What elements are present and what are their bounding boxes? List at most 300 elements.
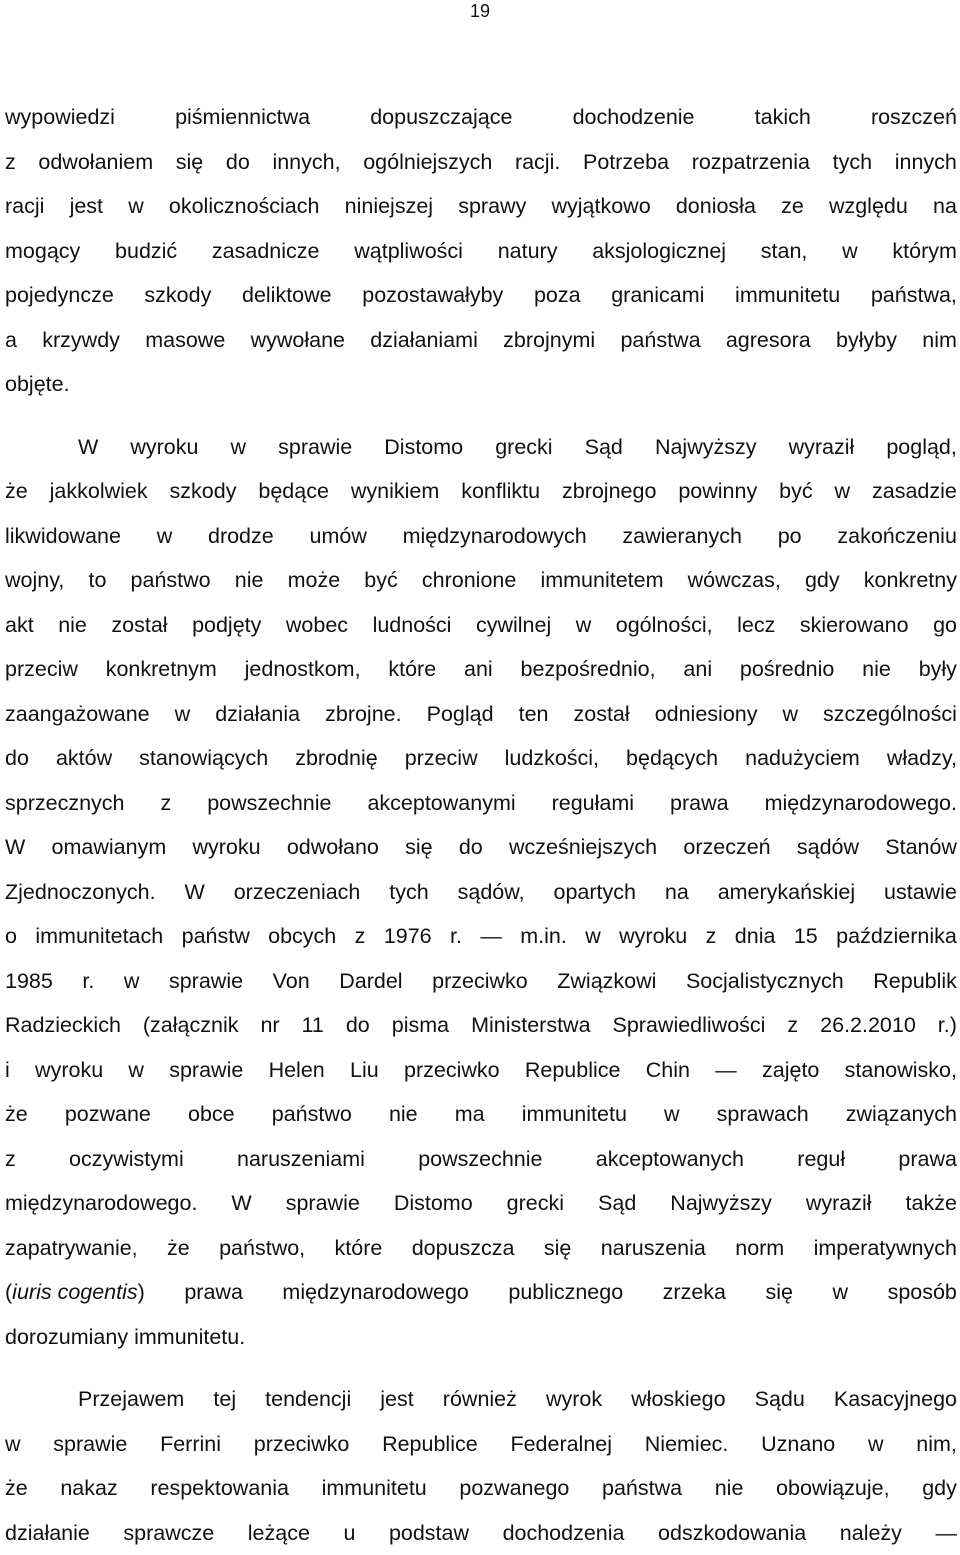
word: i [5,1048,10,1093]
word: aksjologicznej [592,229,726,274]
text-line [5,1003,957,1048]
word: ludzkości, [505,736,599,781]
text-line [5,558,957,603]
word: dorozumiany [5,1315,128,1360]
word: wcześniejszych [509,825,657,870]
text-line [5,603,957,648]
word: — [935,1511,957,1555]
word: działanie [5,1511,90,1555]
word: do [226,140,250,185]
word: ogólniejszych [363,140,492,185]
word: Zjednoczonych. [5,870,156,915]
word: publicznego [508,1270,623,1315]
word: sprawy [458,184,526,229]
word: 15 [794,914,818,959]
word: sprawie [286,1181,360,1226]
word: na [933,184,957,229]
word: ani [464,647,493,692]
word: naruszeniami [237,1137,365,1182]
word: immunitetem [540,558,663,603]
word: państwo, [219,1226,305,1271]
word: będące [258,469,329,514]
word: sposób [888,1270,957,1315]
word: respektowania [150,1466,289,1511]
word: się [176,140,203,185]
paragraph [5,425,957,1360]
word: Potrzeba [583,140,669,185]
word: po [778,514,802,559]
word: do [459,825,483,870]
word: działaniami [370,318,478,363]
word: nr [260,1003,279,1048]
word: Federalnej [510,1422,612,1467]
word: powszechnie [418,1137,542,1182]
word: Von [273,959,310,1004]
word: Niemiec. [645,1422,729,1467]
word: pozwanego [459,1466,569,1511]
word: W [185,870,205,915]
word: immunitetach [35,914,163,959]
word: się [405,825,432,870]
text-line [5,1092,957,1137]
word: obowiązuje, [776,1466,890,1511]
word: piśmiennictwa [175,95,310,140]
word: immunitetu [322,1466,427,1511]
text-line [5,184,957,229]
word: zrzeka [663,1270,726,1315]
word: akceptowanymi [367,781,515,826]
word: akceptowanych [596,1137,744,1182]
word: sprzecznych [5,781,125,826]
word: w [585,914,601,959]
word: międzynarodowych [403,514,587,559]
word: nadużyciem [745,736,860,781]
word: niniejszej [345,184,433,229]
word: może [288,558,341,603]
word: władzy, [887,736,957,781]
word: którym [892,229,957,274]
word: w [157,514,173,559]
word: sprawie [278,425,352,470]
word: obcych [268,914,336,959]
word: zbrojnymi [503,318,595,363]
word: odwołaniem [38,140,153,185]
word: drodze [208,514,274,559]
word: wynikiem [351,469,439,514]
word: międzynarodowego. [765,781,957,826]
word: nim, [916,1422,957,1467]
word: omawianym [52,825,167,870]
word: a [5,318,17,363]
word: chronione [422,558,516,603]
word: względu [829,184,908,229]
word: rozpatrzenia [692,140,810,185]
word: W [78,425,98,470]
word: Liu [350,1048,379,1093]
word: w [868,1422,884,1467]
word: października [836,914,957,959]
word: podjęty [192,603,261,648]
word: r.) [938,1003,957,1048]
word: amerykańskiej [718,870,855,915]
word: gdy [922,1466,957,1511]
text-line [5,1422,957,1467]
word: odszkodowania [658,1511,806,1555]
text-line [5,514,957,559]
word: dnia [735,914,776,959]
word: racji. [515,140,560,185]
word: wyjątkowo [551,184,650,229]
word: sprawie [169,1048,243,1093]
word: m.in. [520,914,567,959]
word: także [906,1181,957,1226]
word: immunitetu. [134,1315,245,1360]
word: wyroku [192,825,260,870]
word: w [833,1270,849,1315]
word: Przejawem [78,1377,184,1422]
word: poza [534,273,581,318]
word: wyraził [789,425,855,470]
word: Uznano [761,1422,835,1467]
text-line [5,273,957,318]
word: 26.2.2010 [820,1003,916,1048]
word: się [766,1270,793,1315]
word: Najwyższy [670,1181,772,1226]
word: ustawie [884,870,957,915]
word: powinny [678,469,757,514]
word: zaangażowane [5,692,150,737]
word: Socjalistycznych [686,959,844,1004]
word: wobec [286,603,348,648]
word: sądów, [458,870,525,915]
text-line [5,1226,957,1271]
word: państwa, [871,273,957,318]
word: akt [5,603,34,648]
word: w [783,692,799,737]
word: reguł [797,1137,845,1182]
word: odniesiony [655,692,758,737]
word: mogący [5,229,80,274]
word: z [160,781,171,826]
text-line [5,1137,957,1182]
word: odwołano [287,825,379,870]
word: w [842,229,858,274]
word: że [167,1226,190,1271]
word: orzeczeń [683,825,770,870]
word: włoskiego [631,1377,725,1422]
word: międzynarodowego. [5,1181,197,1226]
word: konkretny [864,558,957,603]
page-number: 19 [0,0,960,22]
word: pisma [392,1003,449,1048]
word: z [5,140,16,185]
word: objęte. [5,362,70,407]
word: nie [235,558,264,603]
word: natury [498,229,558,274]
word: (iuris cogentis) [5,1270,145,1315]
text-line [5,140,957,185]
word: państwa [602,1466,682,1511]
word: oczywistymi [69,1137,184,1182]
text-line [5,1466,957,1511]
word: zapatrywanie, [5,1226,138,1271]
word: sądów [797,825,859,870]
text-line [5,959,957,1004]
text-line [5,825,957,870]
word: opartych [553,870,635,915]
word: W [5,825,25,870]
word: okolicznościach [169,184,320,229]
word: 11 [302,1003,324,1048]
word: 1976 [384,914,432,959]
text-line [5,229,957,274]
word: u [343,1511,355,1555]
word: krzywdy [42,318,120,363]
word: immunitetu [735,273,840,318]
word: innych [895,140,957,185]
word: Republice [525,1048,621,1093]
word: ze [781,184,804,229]
word: agresora [726,318,811,363]
word: pozostawałyby [362,273,503,318]
word: Chin [646,1048,690,1093]
word: państwa [620,318,700,363]
text-line [5,1315,957,1360]
word: działania [215,692,300,737]
word: wyroku [35,1048,103,1093]
word: racji [5,184,44,229]
text-line [5,736,957,781]
word: orzeczeniach [234,870,361,915]
word: związanych [846,1092,957,1137]
word: na [665,870,689,915]
word: nie [389,1092,418,1137]
word: z [355,914,366,959]
word: przeciwko [254,1422,350,1467]
word: ten [519,692,549,737]
word: państwo [272,1092,352,1137]
word: konkretnym [106,647,217,692]
word: tych [389,870,428,915]
word: zawieranych [622,514,742,559]
word: z [787,1003,798,1048]
word: go [933,603,957,648]
word: że [5,469,28,514]
word: zasadzie [872,469,957,514]
word: państw [182,914,250,959]
text-line [5,1181,957,1226]
word: dopuszczające [370,95,512,140]
word: ma [455,1092,485,1137]
text-line [5,781,957,826]
word: wywołane [251,318,345,363]
word: pogląd, [886,425,957,470]
word: stanowisko, [845,1048,957,1093]
word: Sądu [755,1377,805,1422]
word: jest [380,1377,413,1422]
word: ani [683,647,712,692]
text-line [5,692,957,737]
text-line [5,362,957,407]
word: jednostkom, [245,647,361,692]
word: grecki [495,425,552,470]
word: w [5,1422,21,1467]
word: o [5,914,17,959]
word: Związkowi [557,959,656,1004]
word: zbrodnię [295,736,377,781]
word: cywilnej [476,603,551,648]
word: imperatywnych [814,1226,957,1271]
word: przeciw [405,736,478,781]
word: które [335,1226,383,1271]
word: tych [833,140,872,185]
word: pozwane [65,1092,151,1137]
word: w [664,1092,680,1137]
text-line [5,469,957,514]
word: nie [58,603,87,648]
word: z [706,914,717,959]
word: Republik [873,959,957,1004]
word: zakończeniu [837,514,957,559]
word: w [231,425,247,470]
word: naruszenia [601,1226,706,1271]
word: się [544,1226,571,1271]
word: sprawie [169,959,243,1004]
word: norm [735,1226,784,1271]
word: Helen [269,1048,325,1093]
word: prawa [898,1137,957,1182]
text-line [5,1048,957,1093]
word: w [124,959,140,1004]
word: do [346,1003,370,1048]
word: podstaw [389,1511,469,1555]
word: 1985 [5,959,53,1004]
word: Najwyższy [655,425,757,470]
word: aktów [56,736,112,781]
word: Distomo [384,425,463,470]
word: doniosła [676,184,756,229]
word: likwidowane [5,514,121,559]
word: wyroku [130,425,198,470]
word: grecki [507,1181,564,1226]
text-line [5,318,957,363]
word: nakaz [60,1466,117,1511]
word: — [715,1048,737,1093]
word: prawa [184,1270,243,1315]
word: wątpliwości [354,229,463,274]
word: Ministerstwa [471,1003,590,1048]
word: pojedyncze [5,273,114,318]
word: jakkolwiek [50,469,148,514]
word: być [364,558,397,603]
word: umów [310,514,367,559]
word: wówczas, [688,558,781,603]
word: bezpośrednio, [521,647,656,692]
word: takich [755,95,811,140]
word: w [128,184,144,229]
word: immunitetu [522,1092,627,1137]
word: przeciwko [432,959,528,1004]
word: w [175,692,191,737]
paragraph [5,95,957,407]
word: sprawcze [123,1511,214,1555]
word: obce [188,1092,235,1137]
word: dochodzenie [573,95,695,140]
word: nie [862,647,891,692]
word: deliktowe [242,273,332,318]
word: Pogląd [427,692,494,737]
word: tej [213,1377,236,1422]
word: zbrojne. [325,692,402,737]
text-line [5,647,957,692]
word: gdy [805,558,840,603]
word: zasadnicze [212,229,320,274]
word: to [88,558,106,603]
word: dopuszcza [412,1226,515,1271]
word: w [128,1048,144,1093]
word: należy [840,1511,902,1555]
word: Republice [382,1422,478,1467]
word: budzić [115,229,177,274]
word: stan, [761,229,808,274]
word: skierowano [800,603,909,648]
word: do [5,736,29,781]
word: leżące [248,1511,310,1555]
word: wyraził [806,1181,872,1226]
word: szkody [144,273,211,318]
word: Sąd [598,1181,636,1226]
word: Stanów [885,825,957,870]
text-line [5,1270,957,1315]
word: ogólności, [616,603,713,648]
word: międzynarodowego [282,1270,468,1315]
word: szczególności [823,692,957,737]
paragraph [5,1377,957,1555]
word: szkody [170,469,237,514]
paragraph-gap [5,1359,957,1377]
word: sprawie [53,1422,127,1467]
word: (załącznik [143,1003,239,1048]
word: nie [715,1466,744,1511]
word: lecz [737,603,775,648]
word: jest [70,184,103,229]
word: wypowiedzi [5,95,115,140]
word: wyrok [546,1377,602,1422]
word: r. [450,914,462,959]
word: byłyby [836,318,897,363]
word: Radzieckich [5,1003,121,1048]
word: państwo [131,558,211,603]
word: r. [82,959,94,1004]
word: — [480,914,502,959]
word: że [5,1466,28,1511]
word: w [835,469,851,514]
word: został [574,692,630,737]
word: dochodzenia [503,1511,625,1555]
text-line [5,870,957,915]
word: Dardel [339,959,402,1004]
word: konfliktu [461,469,540,514]
word: wojny, [5,558,64,603]
word: roszczeń [871,95,957,140]
word: z [5,1137,16,1182]
word: w [576,603,592,648]
word: Distomo [394,1181,473,1226]
word: zajęto [762,1048,819,1093]
word: że [5,1092,28,1137]
word: które [388,647,436,692]
word: tendencji [265,1377,351,1422]
